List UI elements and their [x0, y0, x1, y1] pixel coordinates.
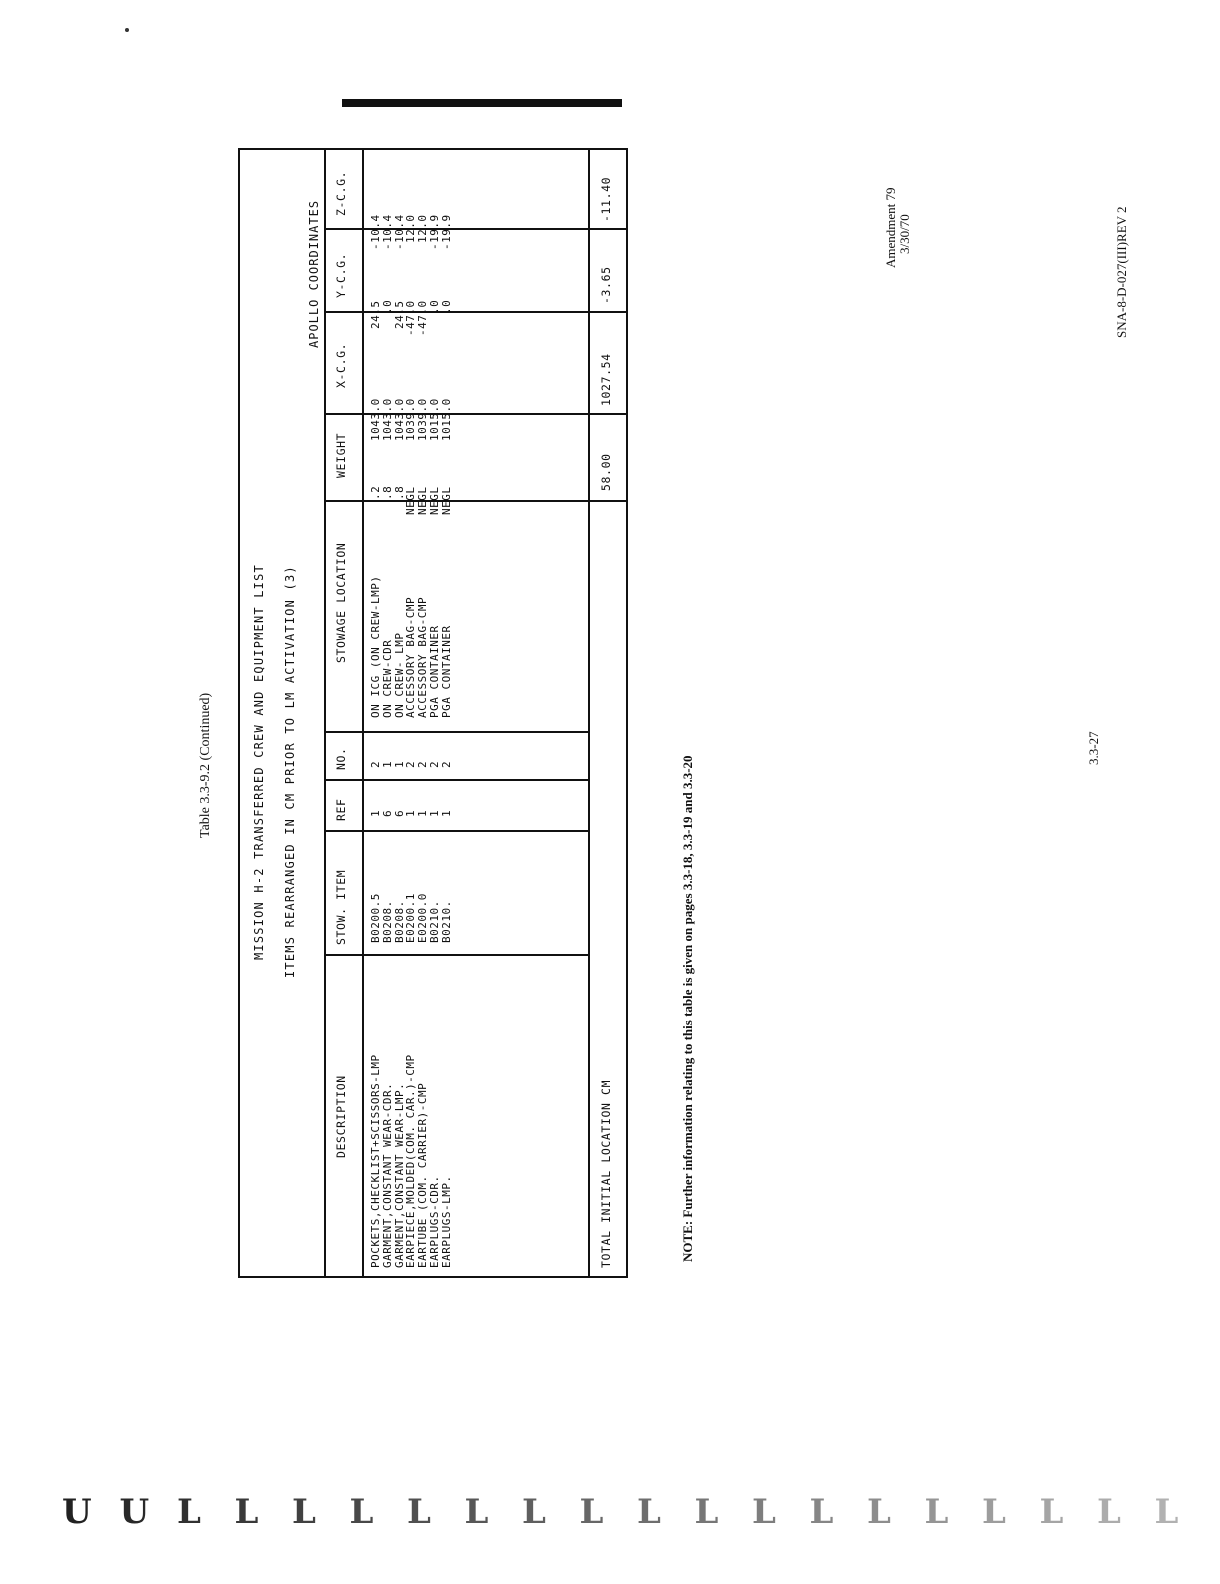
table-cell-description: POCKETS,CHECKLIST+SCISSORS-LMP	[369, 1054, 382, 1268]
table-cell-z-cg: 12.0	[416, 214, 430, 243]
film-mark: L	[464, 1492, 489, 1532]
amendment-date: 3/30/70	[897, 214, 912, 254]
film-mark: L	[1154, 1492, 1179, 1532]
table-cell-x-cg: 1015.0	[428, 398, 441, 441]
film-mark: L	[292, 1492, 316, 1532]
table-cell-no: 2	[404, 760, 418, 768]
table-cell-description: GARMENT,CONSTANT WEAR-LMP.	[392, 1082, 406, 1268]
table-cell-stow-item: B0208.	[380, 900, 394, 943]
table-cell-description: GARMENT,CONSTANT WEAR-CDR.	[380, 1082, 394, 1268]
table-cell-z-cg: -10.4	[380, 214, 394, 250]
total-y-cg: -3.65	[599, 266, 613, 304]
table-cell-stow-item: E0200.1	[404, 893, 418, 943]
film-mark: U	[62, 1492, 92, 1532]
table-cell-stowage-location: ON CREW-CDR	[380, 639, 394, 718]
table-cell-no: 1	[392, 760, 406, 768]
total-x-cg: 1027.54	[599, 353, 613, 406]
table-cell-weight: NEGL	[428, 486, 441, 515]
film-mark: U	[119, 1492, 150, 1532]
table-cell-ref: 6	[392, 809, 406, 817]
table-cell-no: 2	[369, 760, 382, 768]
table-cell-stowage-location: ACCESSORY BAG-CMP	[416, 596, 430, 718]
film-mark: L	[349, 1492, 374, 1532]
coordinates-group-header: APOLLO COORDINATES	[307, 199, 321, 348]
scan-speck	[125, 28, 129, 32]
col-header-weight: WEIGHT	[334, 432, 348, 478]
table-cell-ref: 1	[404, 809, 418, 817]
table-title: MISSION H-2 TRANSFERRED CREW AND EQUIPMENT LIST	[252, 564, 266, 960]
document-id: SNA-8-D-027(III)REV 2	[1114, 206, 1129, 338]
table-cell-description: EARPIECE,MOLDED(COM. CAR.)-CMP	[404, 1054, 418, 1268]
film-mark: L	[867, 1492, 891, 1532]
film-mark: L	[1097, 1492, 1121, 1532]
table-cell-ref: 6	[380, 809, 394, 817]
film-mark: L	[522, 1492, 546, 1532]
table-caption: Table 3.3-9.2 (Continued)	[198, 692, 213, 838]
film-mark: L	[982, 1492, 1006, 1532]
table-cell-x-cg: 1039.0	[416, 398, 430, 441]
table-cell-y-cg: .0	[380, 300, 394, 315]
table-cell-x-cg: 1043.0	[392, 398, 406, 441]
film-mark: L	[694, 1492, 719, 1532]
table-cell-stow-item: B0208.	[392, 900, 406, 943]
table-cell-stowage-location: ON ICG (ON CREW-LMP)	[369, 575, 382, 718]
table-cell-weight: NEGL	[439, 486, 453, 515]
table-cell-description: EARPLUGS-LMP.	[439, 1175, 453, 1268]
film-mark: L	[234, 1492, 259, 1532]
col-header-y-cg: Y-C.G.	[334, 252, 348, 298]
table-cell-weight: NEGL	[404, 486, 418, 515]
table-cell-y-cg: 24.5	[369, 300, 382, 329]
table-cell-stowage-location: ACCESSORY BAG-CMP	[404, 596, 418, 718]
table-cell-x-cg: 1043.0	[380, 398, 394, 441]
total-weight: 58.00	[599, 453, 613, 491]
table-cell-weight: .2	[369, 486, 382, 501]
table-cell-description: EARTUBE (COM. CARRIER)-CMP	[416, 1082, 430, 1268]
table-cell-z-cg: -10.4	[369, 214, 382, 250]
table-cell-z-cg: -10.4	[392, 214, 406, 250]
film-mark: L	[752, 1492, 776, 1532]
page-number: 3.3-27	[1086, 731, 1101, 765]
total-z-cg: -11.40	[599, 176, 613, 222]
film-mark: L	[579, 1492, 604, 1532]
table-cell-no: 2	[428, 760, 441, 768]
table-cell-ref: 1	[428, 809, 441, 817]
total-label: TOTAL INITIAL LOCATION CM	[599, 1079, 613, 1268]
table-cell-z-cg: -19.9	[439, 214, 453, 250]
table-cell-stow-item: B0200.5	[369, 893, 382, 943]
table-cell-weight: .8	[392, 486, 406, 501]
amendment-label: Amendment 79	[883, 187, 898, 268]
film-mark: L	[924, 1492, 949, 1532]
table-cell-x-cg: 1043.0	[369, 398, 382, 441]
col-header-stow-item: STOW. ITEM	[334, 869, 348, 945]
table-cell-y-cg: .0	[428, 300, 441, 315]
table-cell-x-cg: 1015.0	[439, 398, 453, 441]
table-cell-no: 1	[380, 760, 394, 768]
table-cell-ref: 1	[369, 809, 382, 817]
table-subtitle: ITEMS REARRANGED IN CM PRIOR TO LM ACTIVATION (3)	[283, 565, 297, 978]
table-cell-y-cg: -47.0	[404, 300, 418, 336]
equipment-table	[238, 148, 628, 1278]
col-header-description: DESCRIPTION	[334, 1075, 348, 1158]
film-mark: L	[177, 1492, 201, 1532]
film-mark: L	[637, 1492, 661, 1532]
table-cell-y-cg: 24.5	[392, 300, 406, 329]
table-cell-weight: .8	[380, 486, 394, 501]
film-mark: L	[809, 1492, 834, 1532]
table-cell-stow-item: B0210.	[428, 900, 441, 943]
redaction-bar	[342, 99, 622, 107]
col-header-ref: REF	[334, 798, 348, 821]
table-cell-stowage-location: ON CREW- LMP	[392, 632, 406, 718]
table-cell-stowage-location: PGA CONTAINER	[439, 625, 453, 718]
col-header-z-cg: Z-C.G.	[334, 170, 348, 216]
col-header-no: NO.	[334, 747, 348, 770]
film-mark: L	[407, 1492, 431, 1532]
table-cell-ref: 1	[439, 809, 453, 817]
col-header-stowage-location: STOWAGE LOCATION	[334, 542, 348, 663]
table-cell-no: 2	[439, 760, 453, 768]
table-cell-y-cg: -47.0	[416, 300, 430, 336]
table-cell-y-cg: .0	[439, 300, 453, 315]
table-cell-x-cg: 1039.0	[404, 398, 418, 441]
table-cell-no: 2	[416, 760, 430, 768]
table-cell-stow-item: E0200.0	[416, 893, 430, 943]
col-header-x-cg: X-C.G.	[334, 342, 348, 388]
table-cell-z-cg: 12.0	[404, 214, 418, 243]
table-cell-z-cg: -19.9	[428, 214, 441, 250]
film-mark: L	[1039, 1492, 1064, 1532]
table-cell-ref: 1	[416, 809, 430, 817]
table-note: NOTE: Further information relating to this table is given on pages 3.3-18, 3.3-19 and 3.3-20	[680, 755, 695, 1262]
table-cell-weight: NEGL	[416, 486, 430, 515]
table-cell-stow-item: B0210.	[439, 900, 453, 943]
table-cell-stowage-location: PGA CONTAINER	[428, 625, 441, 718]
table-cell-description: EARPLUGS-CDR.	[428, 1175, 441, 1268]
